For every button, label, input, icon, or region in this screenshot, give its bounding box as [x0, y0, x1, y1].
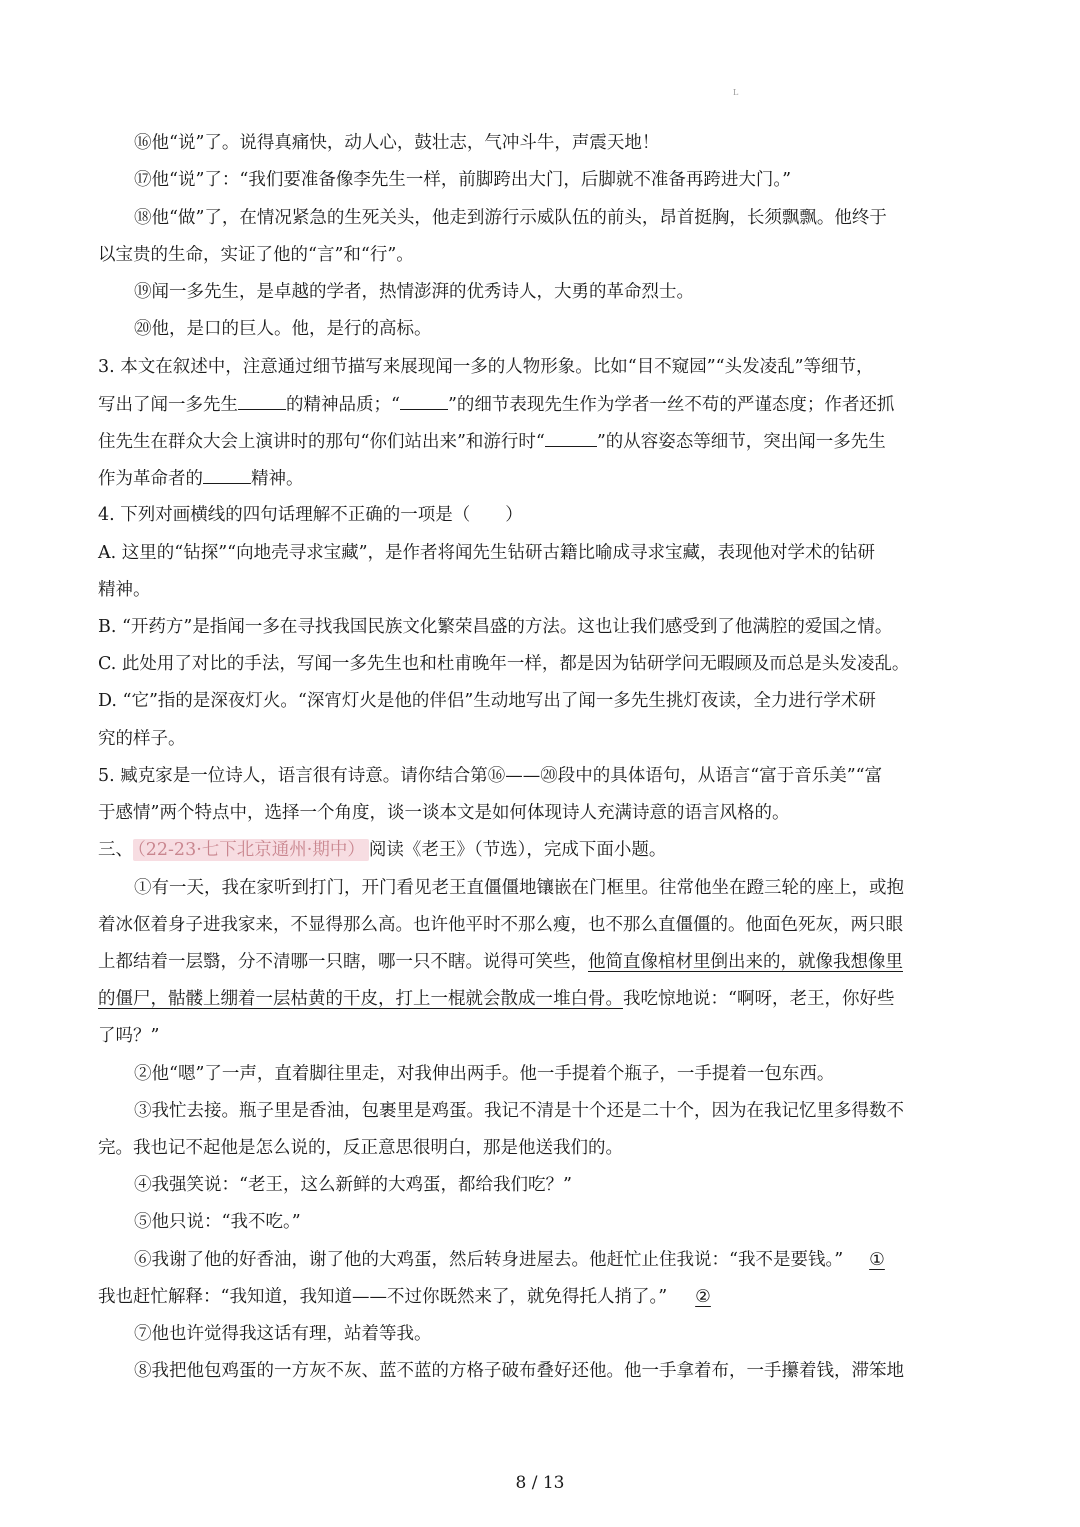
- laowang-p6-line-2: [98, 1285, 711, 1309]
- laowang-p6-line-1: [134, 1248, 885, 1272]
- paragraph-17: ⑰他“说”了：“我们要准备像李先生一样，前脚跨出大门，后脚就不准备再跨进大门。”: [134, 170, 792, 190]
- passage-text: 我吃惊地说：“啊呀，老王，你好些: [623, 989, 895, 1009]
- q3-text: 写出了闻一多先生: [98, 395, 238, 415]
- question-3-line-1: 3. 本文在叙述中，注意通过细节描写来展现闻一多的人物形象。比如“目不窥园”“头发凌乱”等细节，: [98, 357, 874, 377]
- paragraph-20: ⑳他，是口的巨人。他，是行的高标。: [134, 319, 432, 339]
- laowang-p8: ⑧我把他包鸡蛋的一方灰不灰、蓝不蓝的方格子破布叠好还他。他一手拿着布，一手攥着钱，滞笨地: [134, 1361, 904, 1381]
- blank-marker-1: ①: [869, 1250, 885, 1270]
- question-4-option-a-line-2: 精神。: [98, 580, 151, 600]
- question-3-line-3: [98, 429, 886, 453]
- q3-text: ”的从容姿态等细节，突出闻一多先生: [596, 432, 886, 452]
- passage-text: ⑥我谢了他的好香油，谢了他的大鸡蛋，然后转身进屋去。他赶忙止住我说：“我不是要钱。”: [134, 1250, 844, 1270]
- laowang-p1-line-2: 着冰伛着身子进我家来，不显得那么高。也许他平时不那么瘦，也不那么直僵僵的。他面色死灰，两只眼: [98, 915, 903, 935]
- answer-blank: [545, 429, 597, 447]
- paragraph-18-line-2: 以宝贵的生命，实证了他的“言”和“行”。: [98, 245, 414, 265]
- question-4-option-a-line-1: A. 这里的“钻探”“向地壳寻求宝藏”，是作者将闻先生钻研古籍比喻成寻求宝藏，表现他对学术的钻研: [98, 543, 876, 563]
- section-title: 阅读《老王》（节选），完成下面小题。: [368, 840, 667, 860]
- laowang-p5: ⑤他只说：“我不吃。”: [134, 1212, 301, 1232]
- question-5-line-1: 5. 臧克家是一位诗人，语言很有诗意。请你结合第⑯——⑳段中的具体语句，从语言“富于音乐美”“富: [98, 766, 883, 786]
- answer-blank: [203, 466, 251, 484]
- q3-text: 作为革命者的: [98, 469, 203, 489]
- laowang-p1-line-3: [98, 950, 903, 974]
- laowang-p1-line-4: [98, 987, 894, 1011]
- section-3-header: [98, 838, 666, 862]
- question-4-option-c: C. 此处用了对比的手法，写闻一多先生也和杜甫晚年一样，都是因为钻研学问无暇顾及而总是头发凌乱。: [98, 654, 910, 674]
- page-number: 8 / 13: [515, 1473, 565, 1493]
- passage-text: 我也赶忙解释：“我知道，我知道——不过你既然来了，就免得托人捎了。”: [98, 1287, 668, 1307]
- page-mark: L: [733, 88, 739, 97]
- question-4-stem: 4. 下列对画横线的四句话理解不正确的一项是（ ）: [98, 505, 523, 525]
- blank-marker-2: ②: [695, 1287, 711, 1307]
- answer-blank: [400, 392, 448, 410]
- question-4-option-d-line-2: 究的样子。: [98, 729, 186, 749]
- q3-text: 住先生在群众大会上演讲时的那句“你们站出来”和游行时“: [98, 432, 545, 452]
- source-tag: （22-23·七下北京通州·期中）: [133, 839, 369, 861]
- underlined-sentence: 的僵尸，骷髅上绷着一层枯黄的干皮，打上一棍就会散成一堆白骨。: [98, 989, 623, 1009]
- laowang-p3-line-2: 完。我也记不起他是怎么说的，反正意思很明白，那是他送我们的。: [98, 1138, 623, 1158]
- question-4-option-d-line-1: D. “它”指的是深夜灯火。“深宵灯火是他的伴侣”生动地写出了闻一多先生挑灯夜读，全力进行学术研: [98, 691, 876, 711]
- laowang-p2: ②他“嗯”了一声，直着脚往里走，对我伸出两手。他一手提着个瓶子，一手提着一包东西。: [134, 1064, 835, 1084]
- paragraph-18-line-1: ⑱他“做”了，在情况紧急的生死关头，他走到游行示威队伍的前头，昂首挺胸，长须飘飘。他终于: [134, 208, 887, 228]
- question-5-line-2: 于感情”两个特点中，选择一个角度，谈一谈本文是如何体现诗人充满诗意的语言风格的。: [98, 803, 790, 823]
- question-3-line-4: [98, 466, 304, 490]
- q3-text: ”的细节表现先生作为学者一丝不苟的严谨态度；作者还抓: [447, 395, 895, 415]
- paragraph-19: ⑲闻一多先生，是卓越的学者，热情澎湃的优秀诗人，大勇的革命烈士。: [134, 282, 694, 302]
- laowang-p7: ⑦他也许觉得我这话有理，站着等我。: [134, 1324, 432, 1344]
- passage-text: 上都结着一层翳，分不清哪一只瞎，哪一只不瞎。说得可笑些，: [98, 952, 588, 972]
- question-3-line-2: [98, 392, 894, 416]
- answer-blank: [238, 392, 286, 410]
- laowang-p1-line-5: 了吗？”: [98, 1026, 160, 1046]
- q3-text: 精神。: [251, 469, 304, 489]
- laowang-p3-line-1: ③我忙去接。瓶子里是香油，包裹里是鸡蛋。我记不清是十个还是二十个，因为在我记忆里多得数不: [134, 1101, 904, 1121]
- laowang-p1-line-1: ①有一天，我在家听到打门，开门看见老王直僵僵地镶嵌在门框里。往常他坐在蹬三轮的座上，或抱: [134, 878, 904, 898]
- question-4-option-b: B. “开药方”是指闻一多在寻找我国民族文化繁荣昌盛的方法。这也让我们感受到了他满腔的爱国之情。: [98, 617, 893, 637]
- q3-text: 的精神品质；“: [286, 395, 400, 415]
- laowang-p4: ④我强笑说：“老王，这么新鲜的大鸡蛋，都给我们吃？”: [134, 1175, 572, 1195]
- paragraph-16: ⑯他“说”了。说得真痛快，动人心，鼓壮志，气冲斗牛，声震天地！: [134, 133, 660, 153]
- section-label: 三、: [98, 840, 133, 860]
- underlined-sentence: 他简直像棺材里倒出来的，就像我想像里: [588, 952, 903, 972]
